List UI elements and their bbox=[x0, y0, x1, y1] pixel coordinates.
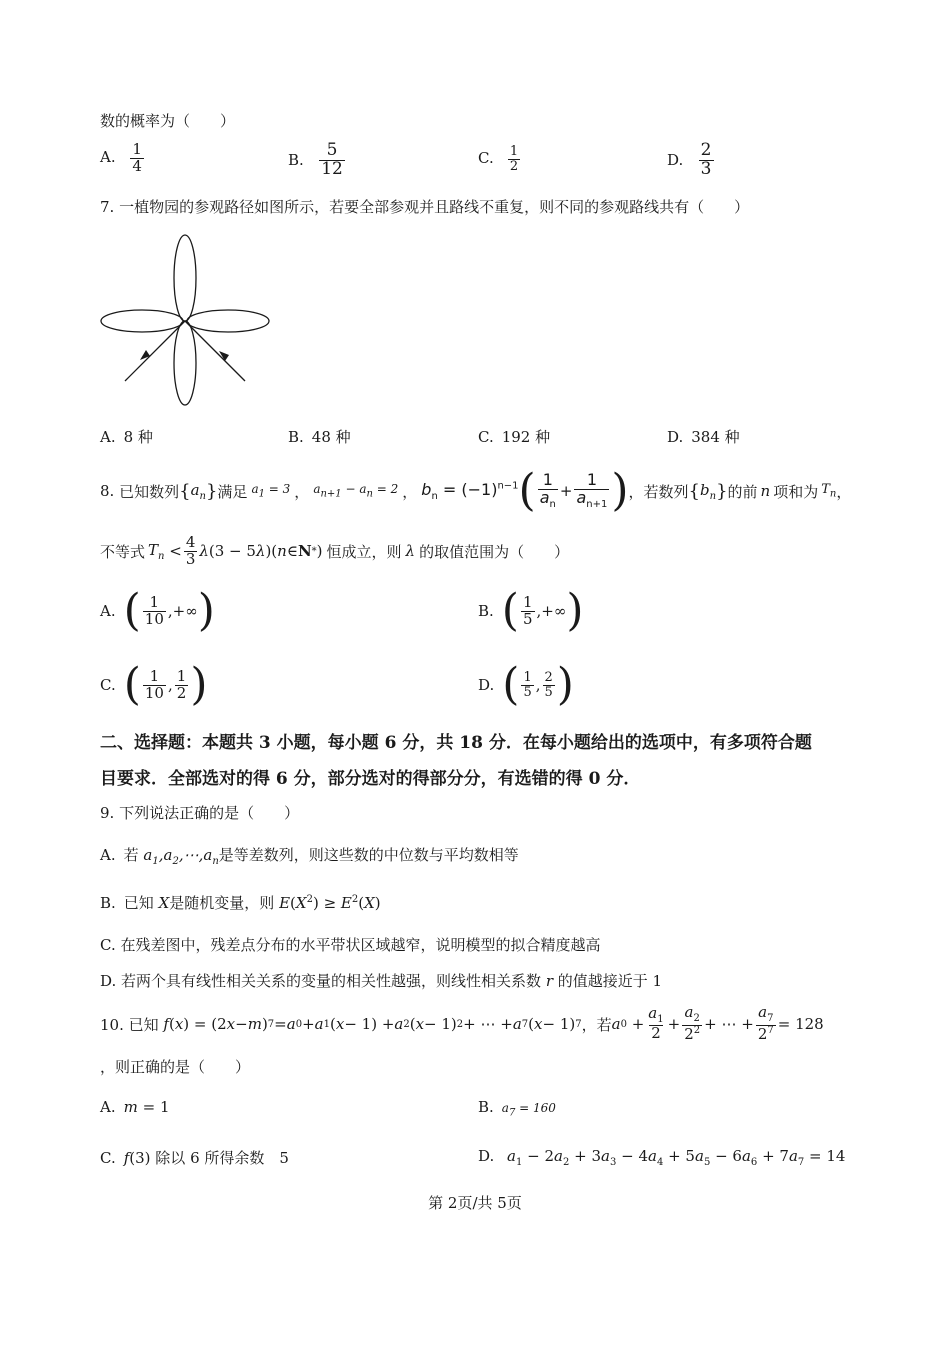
q8-line1: 8. 已知数列 { $a_n$ } 满足 $a_1 = 3$ ， $a_{n+1} - a_n = 2$ ， $b_n = (-1)^{n-1}$ ( $\frac{1}{a_n}$ + $\frac{1}{a_{n+1}}$ ) ，若数列 { $b_n$ } 的前 n 项和为 $T_n$ ， bbox=[100, 465, 852, 516]
q8-option-d: D. ( $\frac{1}{5}$ , $\frac{2}{5}$ ) bbox=[478, 659, 574, 710]
loop-left bbox=[101, 310, 183, 332]
q9-stem: 9. 下列说法正确的是（ ） bbox=[100, 804, 300, 822]
q9-option-c: C. 在残差图中，残差点分布的水平带状区域越窄，说明模型的拟合精度越高 bbox=[100, 936, 601, 954]
loop-top bbox=[174, 235, 196, 321]
q10-line2: ，则正确的是（ ） bbox=[100, 1058, 251, 1076]
q10-option-d: D. $a_1 - 2a_2 + 3a_3 - 4a_4 + 5a_5 - 6a_6 + 7a_7 = 14$ bbox=[478, 1147, 846, 1168]
q8-line2: 不等式 $T_n$ < $\frac{4}{3}$ λ (3 − 5 λ )( n ∈ N * ) 恒成立，则 λ 的取值范围为（ ） bbox=[100, 532, 570, 568]
q6-option-c: C. $\frac{1}{2}$ bbox=[478, 144, 519, 174]
loop-right bbox=[187, 310, 269, 332]
q7-option-a: A. 8 种 bbox=[100, 428, 153, 446]
q10-option-b: B. $a_7 = 160$ bbox=[478, 1098, 556, 1119]
q6-tail: 数的概率为（ ） bbox=[100, 112, 236, 130]
entry-arrow-icon bbox=[140, 350, 150, 360]
q10-line1: 10. 已知 f ( x ) = (2 x − m ) 7 = a 0 + a 1 ( x − 1) + a 2 ( x − 1) 2 + ⋯ + a 7 ( x − 1) 7 ，若 a 0 + $\frac{a_1}{2}$ + $\frac{a_2}{2^2}$ + ⋯ + $\frac{a_7}{2^7}$ = 128 bbox=[100, 1003, 824, 1043]
exit-path bbox=[185, 321, 245, 381]
q8-option-c: C. ( $\frac{1}{10}$ , $\frac{1}{2}$ ) bbox=[100, 659, 208, 710]
loop-bottom bbox=[174, 321, 196, 405]
q9-option-b: B. 已知 X是随机变量，则 $E(X^2) \ge E^2(X)$ bbox=[100, 894, 381, 912]
q6-option-a: A. $\frac{1}{4}$ bbox=[100, 140, 142, 175]
section2-heading-line1: 二、选择题：本题共 3 小题，每小题 6 分，共 18 分．在每小题给出的选项中，有多项符合题 bbox=[100, 733, 812, 753]
page-footer: 第 2页/共 5页 bbox=[428, 1194, 522, 1212]
q10-option-a: A. m = 1 bbox=[100, 1098, 170, 1116]
q7-option-b: B. 48 种 bbox=[288, 428, 351, 446]
q6-option-d: D. $\frac{2}{3}$ bbox=[667, 140, 712, 179]
q8-option-a: A. ( $\frac{1}{10}$ ,+∞ ) bbox=[100, 585, 215, 636]
q7-option-c: C. 192 种 bbox=[478, 428, 551, 446]
entry-path bbox=[125, 321, 185, 381]
q10-option-c: C. f(3) 除以 6 所得余数 5 bbox=[100, 1149, 289, 1167]
q7-path-diagram bbox=[98, 232, 273, 410]
section2-heading-line2: 目要求．全部选对的得 6 分，部分选对的得部分分，有选错的得 0 分． bbox=[100, 769, 641, 789]
q6-option-b: B. $\frac{5}{12}$ bbox=[288, 140, 343, 179]
q9-option-a: A. 若 $a_1,a_2,\cdots,a_n$是等差数列，则这些数的中位数与平均数相等 bbox=[100, 846, 519, 867]
q9-option-d: D. 若两个具有线性相关关系的变量的相关性越强，则线性相关系数 r 的值越接近于 1 bbox=[100, 972, 663, 990]
q7-option-d: D. 384 种 bbox=[667, 428, 740, 446]
q7-stem: 7. 一植物园的参观路径如图所示，若要全部参观并且路线不重复，则不同的参观路线共有（ ） bbox=[100, 198, 750, 216]
q8-option-b: B. ( $\frac{1}{5}$ ,+∞ ) bbox=[478, 585, 584, 636]
